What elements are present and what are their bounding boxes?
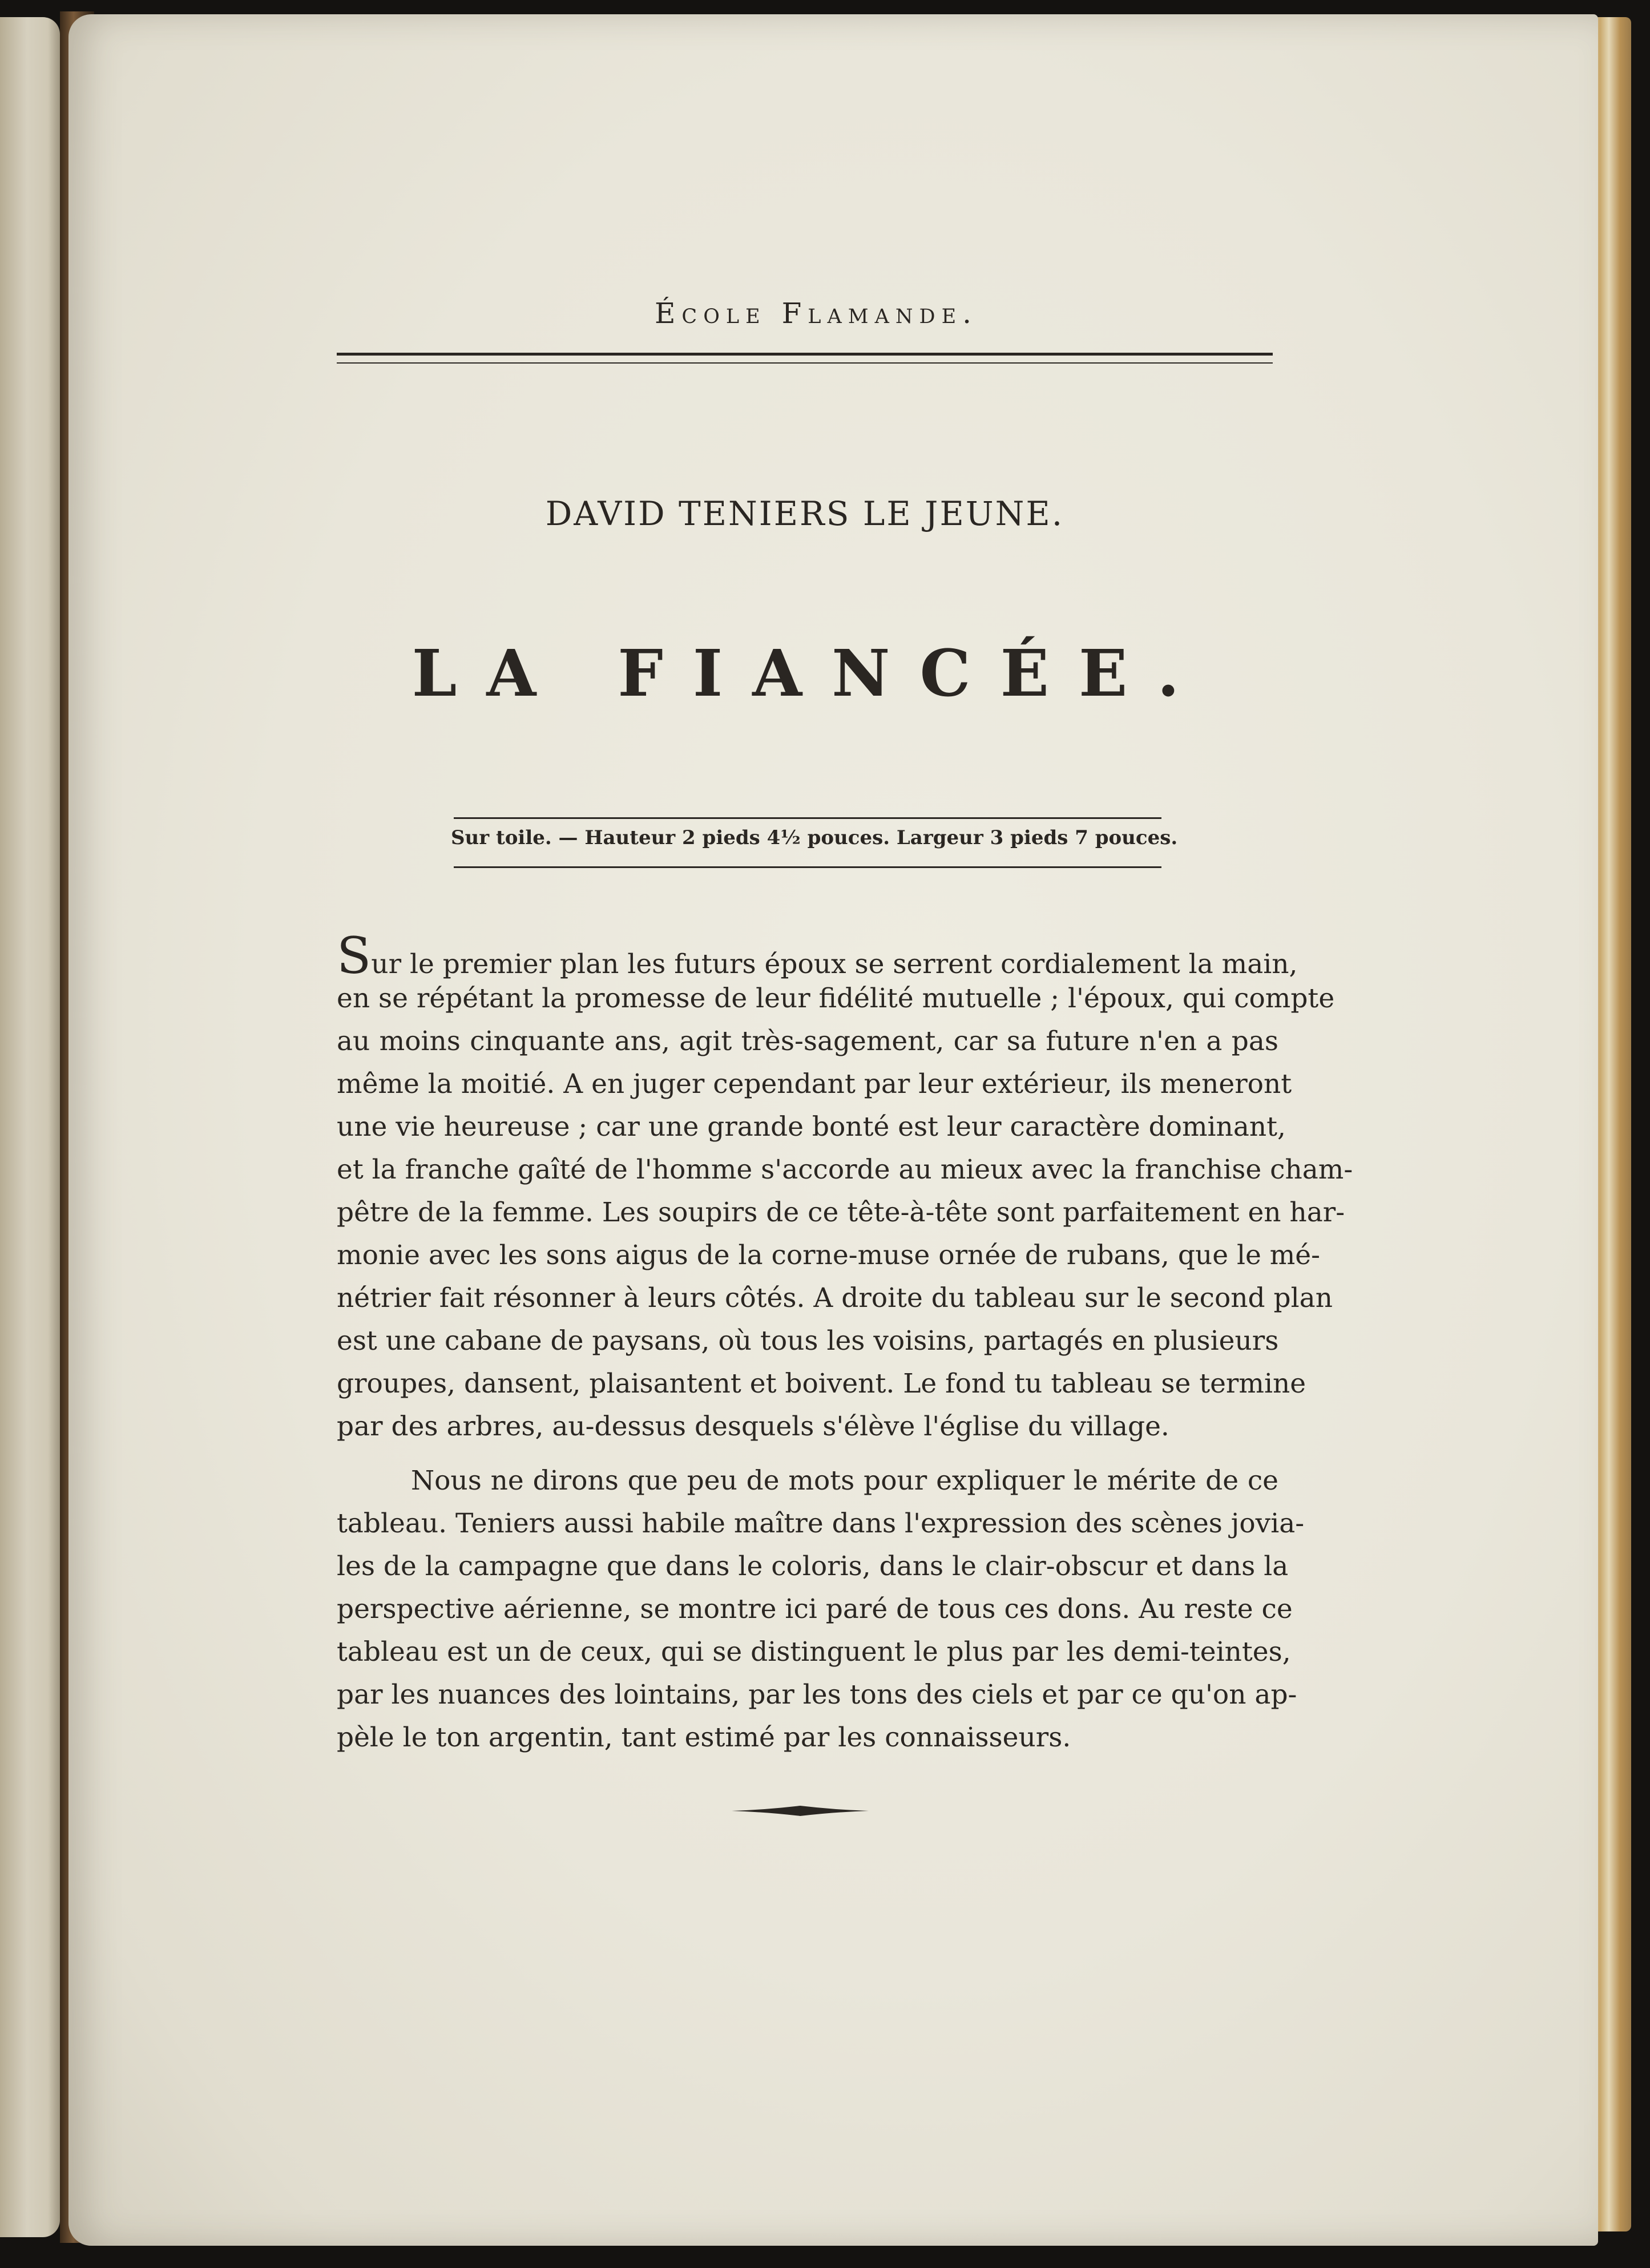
school-heading: École Flamande. [654,297,978,330]
paragraph1-line-9: nétrier fait résonner à leurs côtés. A droite du tableau sur le second plan [337,1282,1333,1314]
paragraph1-line-8: monie avec les sons aigus de la corne-muse ornée de rubans, que le mé- [337,1240,1321,1271]
paragraph1-line-6: et la franche gaîté de l'homme s'accorde au mieux avec la franchise cham- [337,1154,1353,1185]
paragraph2-line-6: par les nuances des lointains, par les tons des ciels et par ce qu'on ap- [337,1679,1297,1710]
header-double-rule [337,353,1273,364]
paragraph2-line-2: tableau. Teniers aussi habile maître dans l'expression des scènes jovia- [337,1508,1305,1539]
paragraph2-line-7: pèle le ton argentin, tant estimé par les connaisseurs. [337,1722,1071,1753]
paragraph1-line-10: est une cabane de paysans, où tous les voisins, partagés en plusieurs [337,1325,1279,1357]
paragraph1-line-5: une vie heureuse ; car une grande bonté est leur caractère dominant, [337,1111,1286,1143]
paragraph2-line-3: les de la campagne que dans le coloris, dans le clair-obscur et dans la [337,1551,1289,1582]
artwork-title: LA FIANCÉE. [412,636,1209,711]
medium-top-rule [454,817,1161,819]
artist-name: DAVID TENIERS LE JEUNE. [545,494,1064,533]
paragraph1-line-11: groupes, dansent, plaisantent et boivent. Le fond tu tableau se termine [337,1368,1306,1399]
paragraph1-line-7: pêtre de la femme. Les soupirs de ce tête-à-tête sont parfaitement en har- [337,1197,1345,1228]
paragraph1-line-1: Sur le premier plan les futurs époux se serrent cordialement la main, [337,926,1298,985]
paragraph1-line-2: en se répétant la promesse de leur fidélité mutuelle ; l'époux, qui compte [337,983,1335,1014]
medium-dimensions: Sur toile. — Hauteur 2 pieds 4½ pouces. Largeur 3 pieds 7 pouces. [451,826,1178,849]
paragraph2-line-4: perspective aérienne, se montre ici paré de tous ces dons. Au reste ce [337,1593,1293,1625]
paragraph2-line-1: Nous ne dirons que peu de mots pour expliquer le mérite de ce [411,1465,1278,1496]
medium-bottom-rule [454,866,1161,868]
paragraph1-line-3: au moins cinquante ans, agit très-sagement, car sa future n'en a pas [337,1026,1278,1057]
paragraph2-line-5: tableau est un de ceux, qui se distinguent le plus par les demi-teintes, [337,1636,1291,1668]
drop-cap: S [337,926,372,985]
paragraph1-line-4: même la moitié. A en juger cependant par leur extérieur, ils meneront [337,1068,1292,1100]
paragraph1-line-12: par des arbres, au-dessus desquels s'élève l'église du village. [337,1411,1169,1442]
end-flourish-ornament [732,1805,869,1817]
previous-page-edge [0,17,60,2237]
